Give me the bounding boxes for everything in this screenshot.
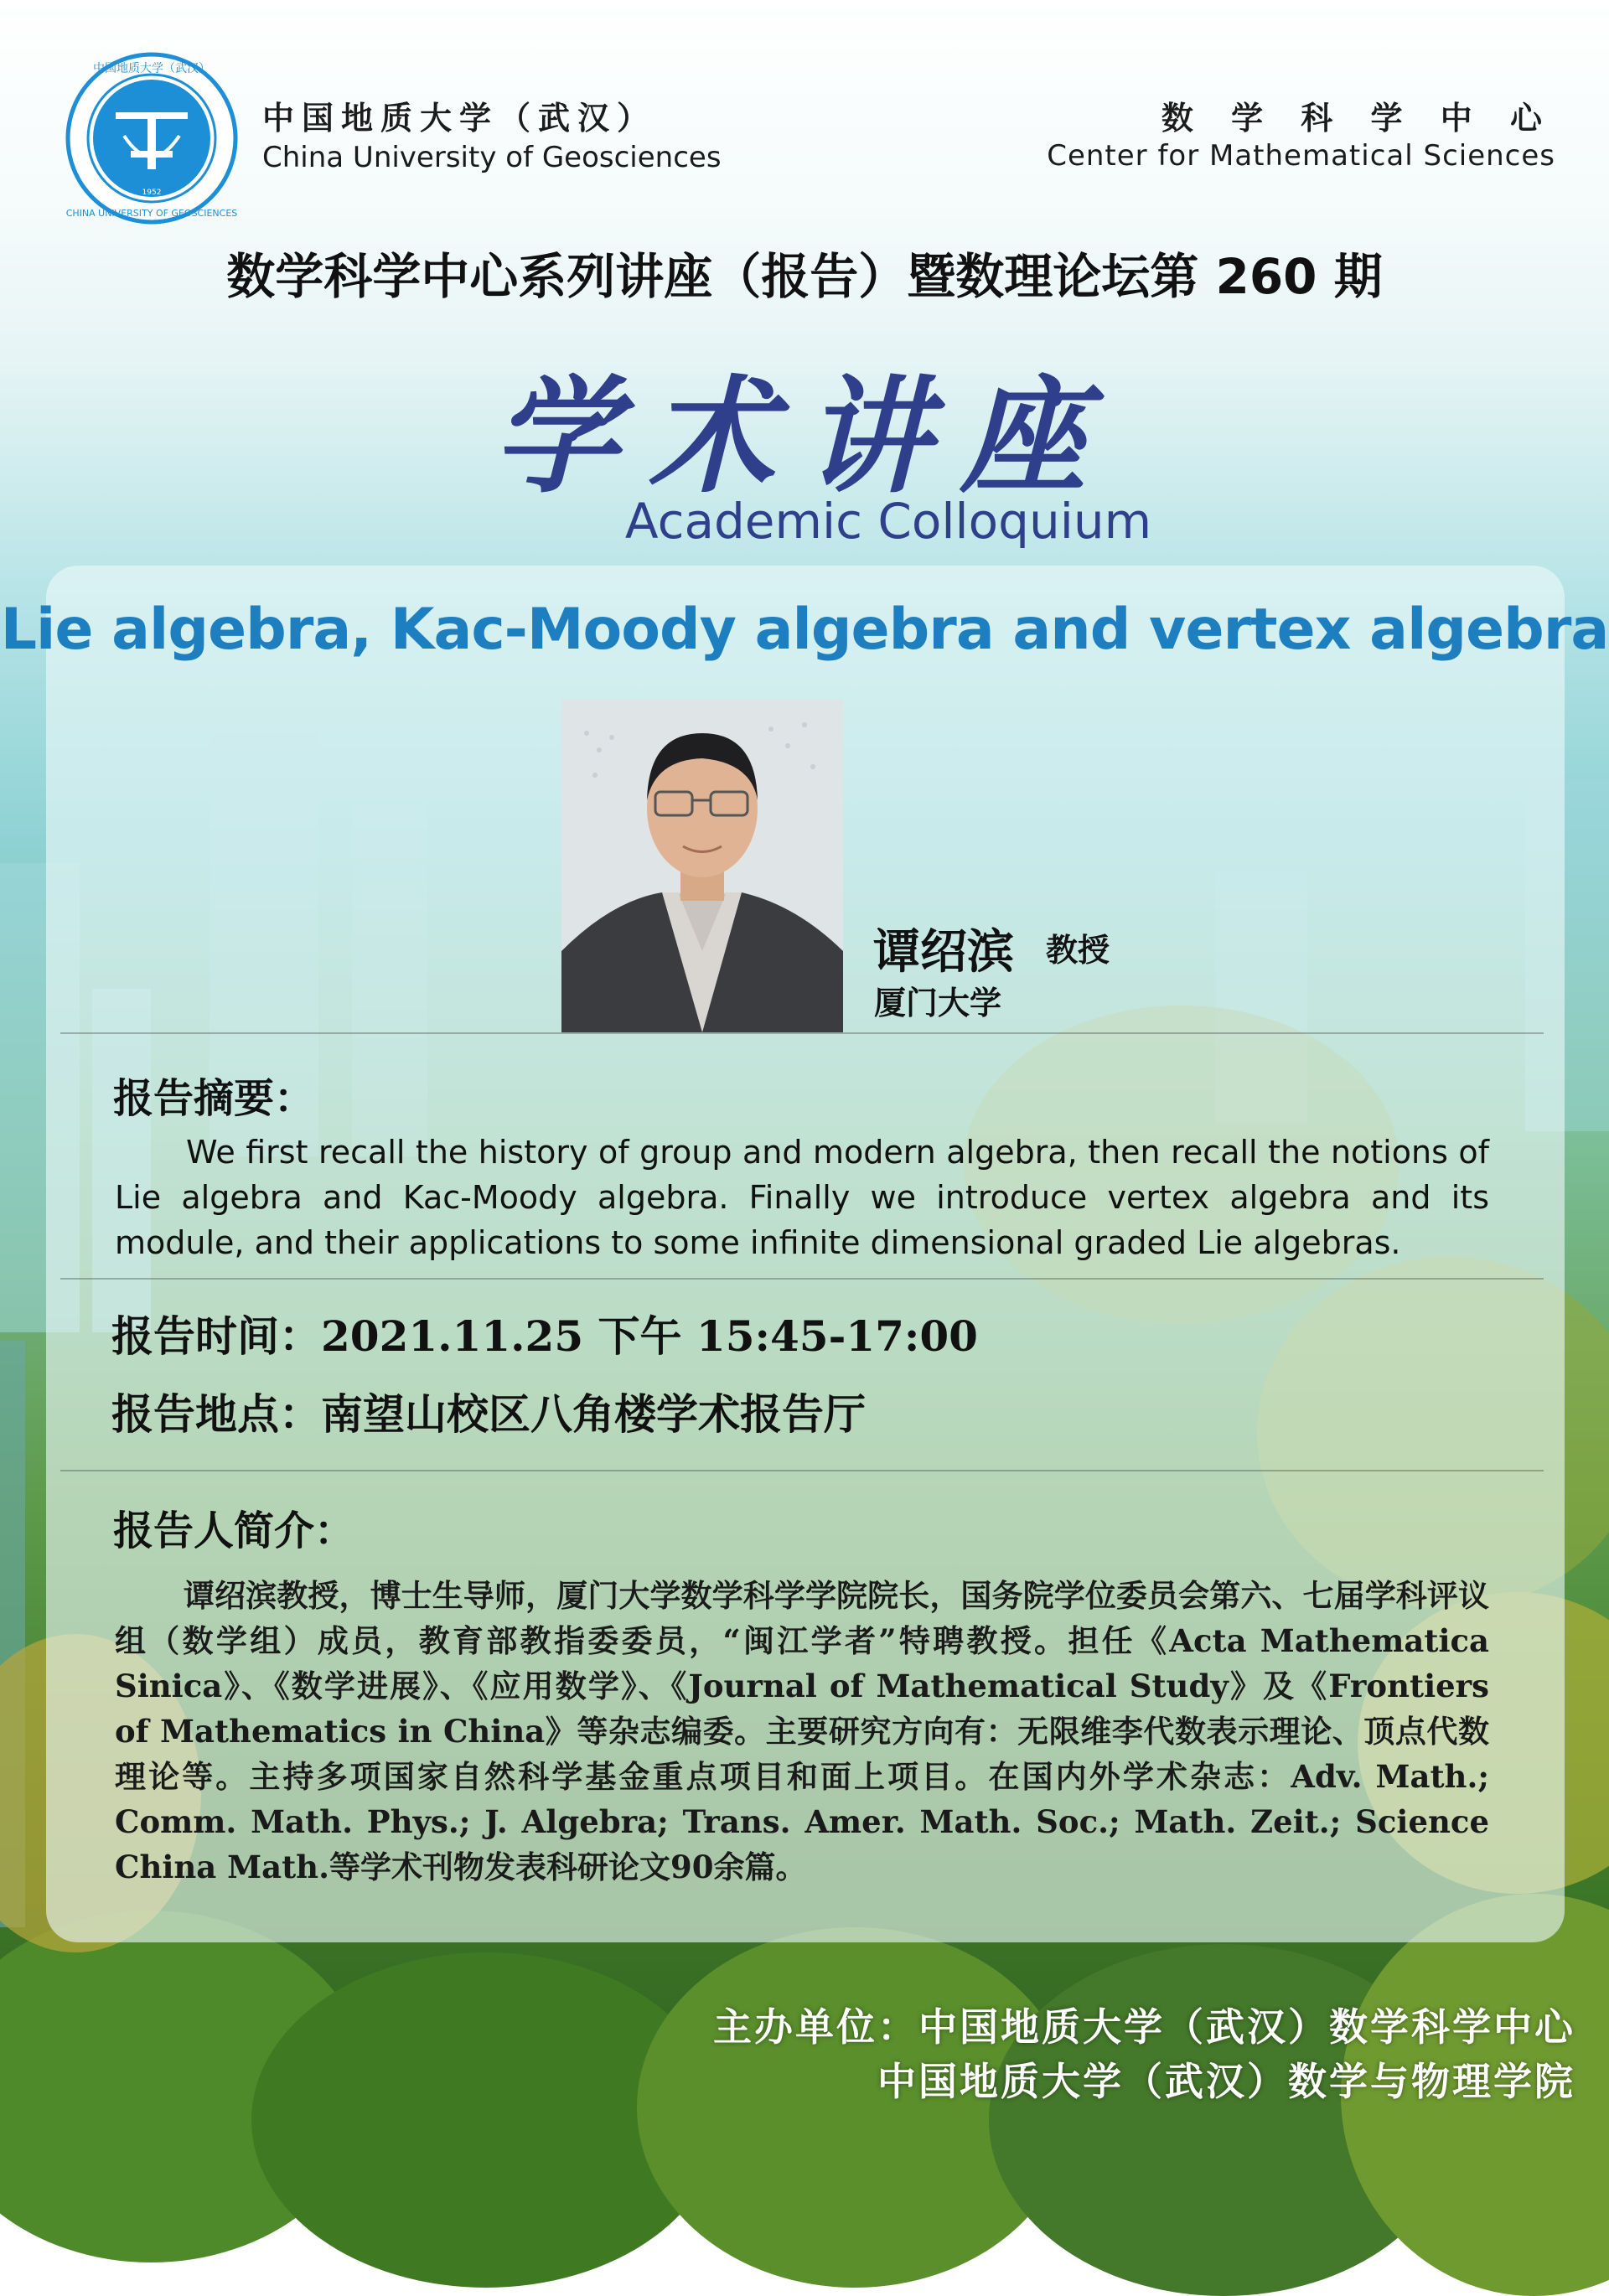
divider xyxy=(60,1470,1544,1471)
series-title: 数学科学中心系列讲座（报告）暨数理论坛第 260 期 xyxy=(226,248,1383,305)
talk-time xyxy=(111,1303,978,1363)
university-logo xyxy=(65,52,238,225)
abstract-text: We first recall the history of group and modern algebra, then recall the notions of Lie algebra and Kac-Moody algebra. Finally we introduce vertex algebra and its module, and their applications to some infinite dimensional graded Lie algebras. xyxy=(115,1134,1489,1261)
speaker-name: 谭绍滨 xyxy=(873,925,1014,980)
speaker-title: 教授 xyxy=(1046,932,1110,969)
abstract-heading: 报告摘要： xyxy=(113,1075,315,1122)
bio-text: 谭绍滨教授，博士生导师，厦门大学数学科学学院院长，国务院学位委员会第六、七届学科评议组（数学组）成员，教育部教指委委员，“闽江学者”特聘教授。担任《Acta Mathematica Sinica》、《数学进展》、《应用数学》、《Journal of Mathematical Study》及《Frontiers of Mathematics in China》等杂志编委。主要研究方向有：无限维李代数表示理论、顶点代数理论等。主持多项国家自然科学基金重点项目和面上项目。在国内外学术杂志：Adv. Math.; Comm. Math. Phys.; J. Algebra; Trans. Amer. Math. Soc.; Math. Zeit.; Science China Math.等学术刊物发表科研论文90余篇。 xyxy=(115,1577,1489,1885)
organizer-name-1: 中国地质大学（武汉）数学科学中心 xyxy=(918,2004,1575,2050)
talk-place-label: 报告地点： xyxy=(111,1390,321,1439)
poster-title-en: Academic Colloquium xyxy=(624,493,1152,550)
talk-place xyxy=(111,1381,866,1441)
svg-text:CHINA UNIVERSITY OF GEOSCIENCE: CHINA UNIVERSITY OF GEOSCIENCES xyxy=(65,208,238,219)
speaker-affiliation: 厦门大学 xyxy=(874,985,1002,1021)
talk-time-value: 2021.11.25 下午 15:45-17:00 xyxy=(321,1311,978,1361)
speaker-photo xyxy=(561,700,843,1032)
svg-text:1952: 1952 xyxy=(142,189,162,197)
talk-time-label: 报告时间： xyxy=(111,1312,321,1361)
organizer-line-2: 中国地质大学（武汉）数学与物理学院 xyxy=(877,2059,1575,2104)
university-name-en: China University of Geosciences xyxy=(262,141,722,174)
poster-title-cn: 学术讲座 xyxy=(492,363,1116,510)
talk-title: Lie algebra, Kac-Moody algebra and vertex algebra xyxy=(0,597,1609,663)
bio-heading: 报告人简介： xyxy=(113,1507,355,1554)
talk-place-value: 南望山校区八角楼学术报告厅 xyxy=(321,1390,866,1439)
university-name-cn: 中国地质大学（武汉） xyxy=(262,100,657,137)
organizer-line-1 xyxy=(713,1997,1575,2052)
divider xyxy=(60,1032,1544,1034)
center-name-cn: 数 学 科 学 中 心 xyxy=(1161,100,1555,137)
center-name-en: Center for Mathematical Sciences xyxy=(1047,139,1555,173)
divider xyxy=(60,1278,1544,1280)
svg-text:中国地质大学（武汉）: 中国地质大学（武汉） xyxy=(93,62,210,75)
organizer-label: 主办单位： xyxy=(713,2004,918,2050)
